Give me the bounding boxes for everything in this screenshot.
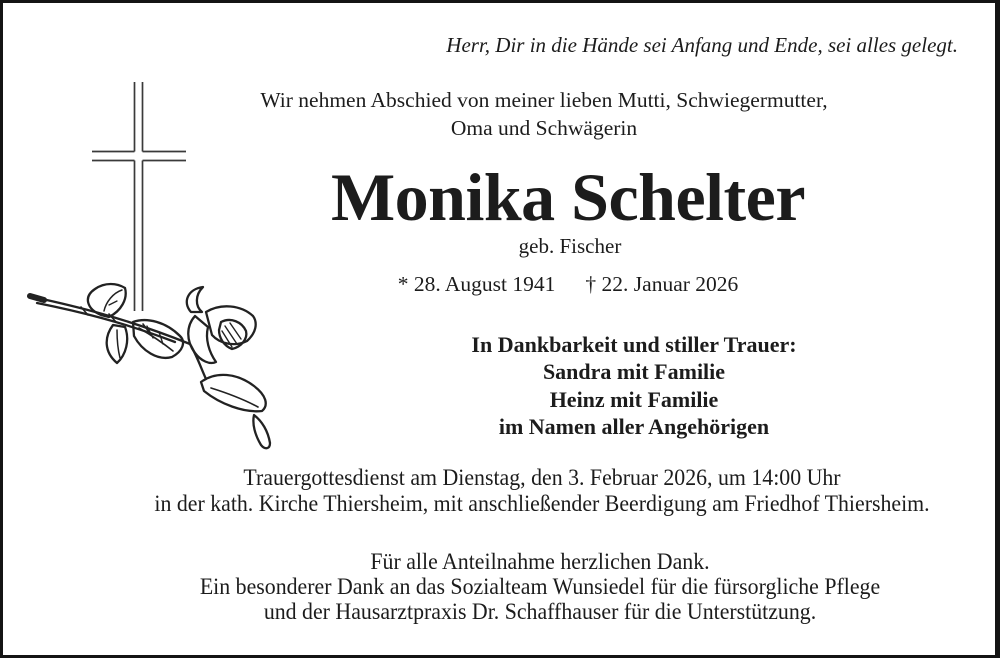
thanks-line-1: Für alle Anteilnahme herzlichen Dank. <box>370 549 710 574</box>
service-line-1: Trauergottesdienst am Dienstag, den 3. Februar 2026, um 14:00 Uhr <box>243 465 841 490</box>
mourner-line: Heinz mit Familie <box>549 386 719 412</box>
birth-date: * 28. August 1941 <box>397 272 556 296</box>
mourners-block <box>134 331 1000 441</box>
service-line-2: in der kath. Kirche Thiersheim, mit anschließender Beerdigung am Friedhof Thiersheim. <box>154 491 930 516</box>
mourner-line: Sandra mit Familie <box>542 359 726 385</box>
mourner-line: im Namen aller Angehörigen <box>498 414 770 440</box>
deceased-name: Monika Schelter <box>330 159 806 235</box>
funeral-service-info <box>67 465 1000 517</box>
intro-line-2: Oma und Schwägerin <box>450 116 638 140</box>
intro-line-1: Wir nehmen Abschied von meiner lieben Mutti, Schwiegermutter, <box>260 88 828 112</box>
epitaph-quote: Herr, Dir in die Hände sei Anfang und Ende, sei alles gelegt. <box>446 33 958 57</box>
life-dates <box>68 272 1000 297</box>
acknowledgement-block <box>65 549 1000 624</box>
introduction-text <box>44 86 1000 142</box>
thanks-line-3: und der Hausarztpraxis Dr. Schaffhauser für die Unterstützung. <box>263 599 817 624</box>
thanks-line-2: Ein besonderer Dank an das Sozialteam Wunsiedel für die fürsorgliche Pflege <box>199 574 881 599</box>
mourners-heading: In Dankbarkeit und stiller Trauer: <box>471 332 797 357</box>
maiden-name: geb. Fischer <box>518 234 622 258</box>
death-date: † 22. Januar 2026 <box>585 272 739 296</box>
